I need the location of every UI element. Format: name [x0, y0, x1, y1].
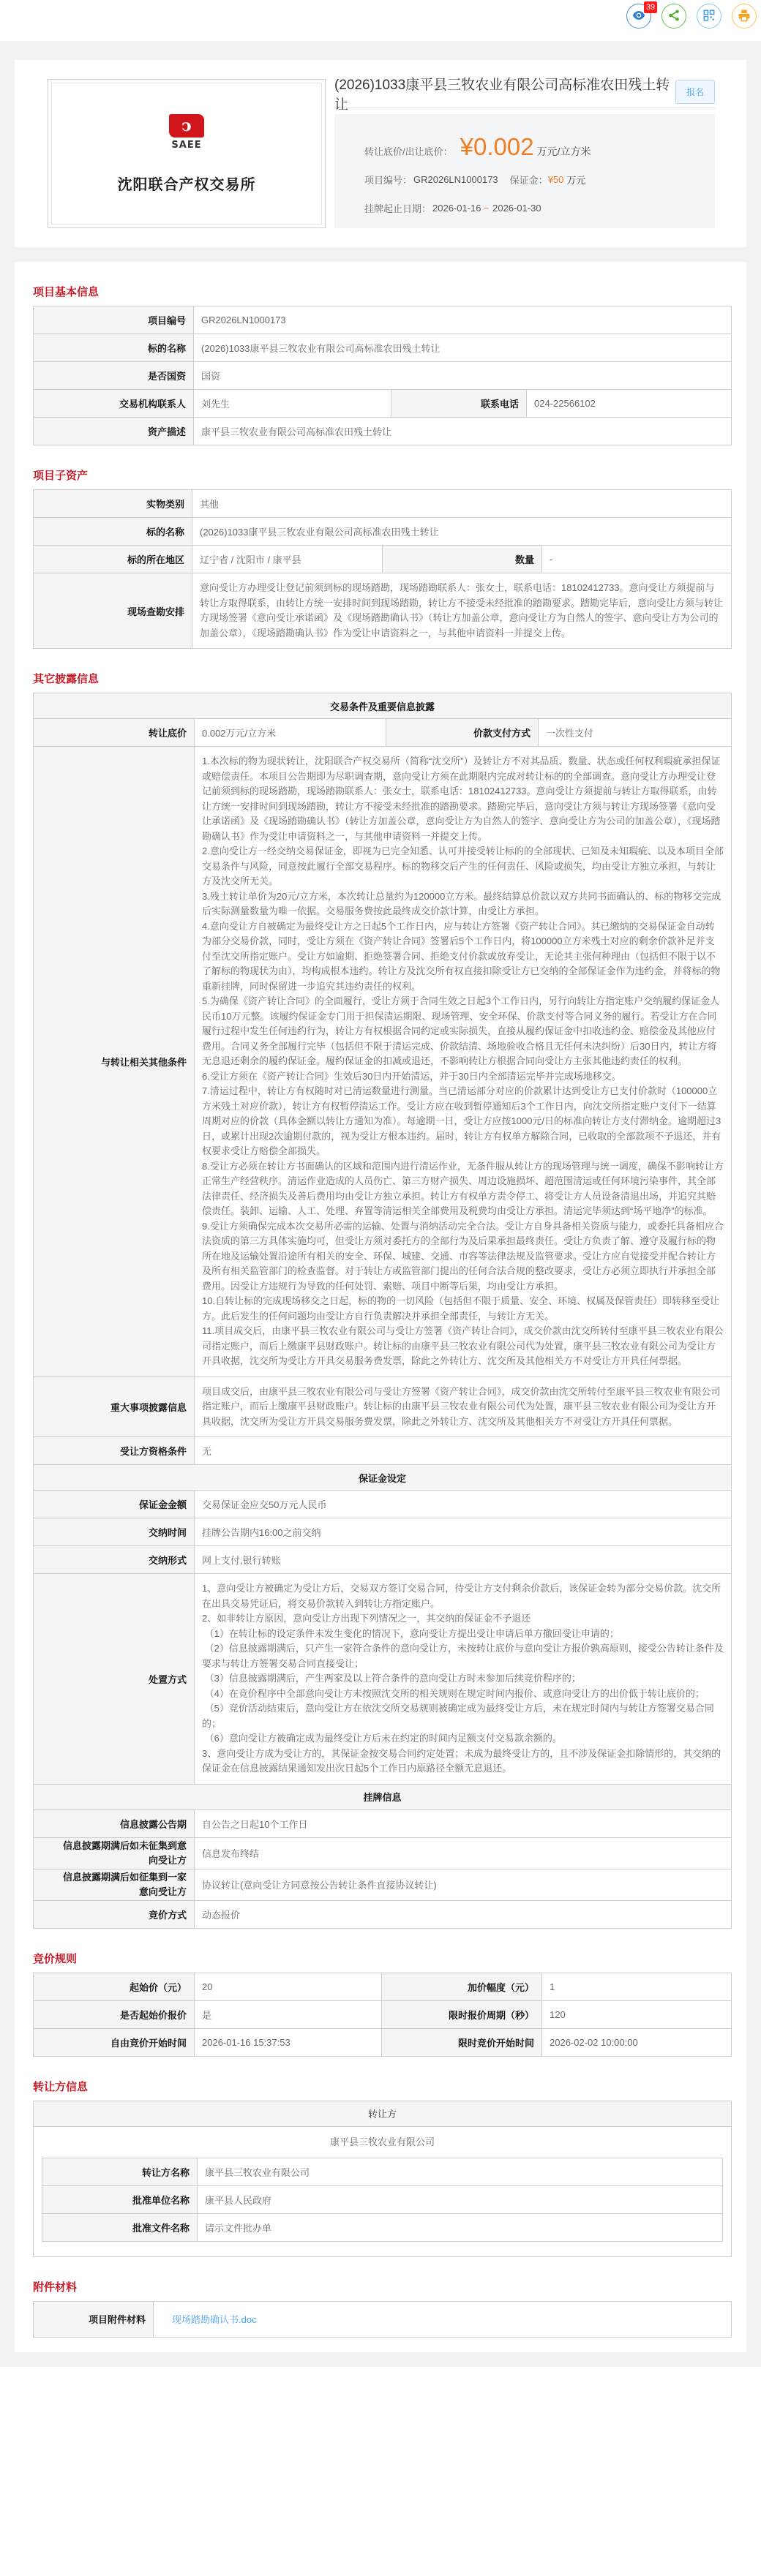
table-row: 项目附件材料 现场踏勘确认书.doc	[34, 2301, 732, 2337]
price-value: ¥0.002	[460, 133, 534, 160]
saee-logo-icon: ↄ	[169, 114, 204, 138]
table-row: 批准单位名称 康平县人民政府	[42, 2185, 723, 2213]
transferor-table	[33, 2101, 732, 2257]
table-row: 与转让相关其他条件 1.本次标的物为现状转让，沈阳联合产权交易所（简称“沈交所”）及转让方不对其品质、数量、状态或任何权利瑕疵承担保证或赔偿责任。本项目公告期即为尽职调查期，意向受让方须在此期限内完成对转让标的的全部调查。意向受让方办理受让登记前须到标的现场踏勘，现场踏勘联系人：张女士，联系电话：18102412733。意向受让方须提前与转让方取得联系，由转让方统一安排时间到现场踏勘，转让方不接受未经批准的踏勘要求。踏勘完毕后，意向受让方须与转让方现场签署《意向受让承诺函》及《现场踏勘确认书》（转让方加盖公章，意向受让方为自然人的签字、意向受让方为公司的加盖公章），《现场踏勘确认书》作为受让申请资料之一，与其他申请资料一并提交上传。 2.意向受让方一经交纳交易保证金，即视为已完全知悉、认可并接受转让标的的全部现状、已知及未知瑕疵、以及本项目全部交易条件与风险，同意按此履行全部交易程序。标的物移交后产生的任何责任、风险或损失，均由受让方独立承担，与转让方及沈交所无关。 3.残土转让单价为20元/立方米，本次转让总量约为120000立方米。最终结算总价款以双方共同书面确认的、标的物移交完成后实际测量数量为唯一依据。交易服务费按此最终成交价款计算，由受让方承担。 4.意向受让方自被确定为最终受让方之日起5个工作日内，应与转让方签署《资产转让合同》。其已缴纳的交易保证金自动转为部分交易价款，同时，受让方须在《资产转让合同》签署后5个工作日内，将100000立方米残土对应的剩余价款补足并支付至沈交所指定账户。受让方如逾期、拒绝签署合同、拒绝支付价款或放弃受让，无论其主张何种理由（包括但不限于以不了解标的物现状为由），均构成根本违约。转让方及沈交所有权直接扣除受让方已交纳的全部保证金作为违约金，并将标的物重新挂牌，同时保留进一步追究其违约责任的权利。 5.为确保《资产转让合同》的全面履行，受让方须于合同生效之日起3个工作日内，另行向转让方指定账户交纳履约保证金人民币10万元整。该履约保证金专门用于担保清运期限、现场管理、安全环保、价款支付等合同义务的履行。若受让方在合同履行过程中发生任何违约行为，转让方有权根据合同约定或实际损失，直接从履约保证金中扣收违约金、赔偿金及其他应付费用。合同义务全部履行完毕（包括但不限于清运完成、价款结清、场地验收合格且无任何未决纠纷）后30日内，转让方将无息退还剩余的履约保证金。履约保证金的扣减或退还，不影响转让方根据合同向受让方主张其他违约责任的权利。 6.受让方须在《资产转让合同》生效后30日内开始清运，并于30日内全部清运完毕并完成场地移交。 7.清运过程中，转让方有权随时对已清运数量进行测量。当已清运部分对应的价款累计达到受让方已支付价款时（100000立方米残土对应价款），转让方有权暂停清运工作。受让方应在收到暂停通知后3个工作日内，向沈交所指定账户支付下一结算周期对应的价款（具体金额以转让方通知为准）。每逾期一日，受让方应按1000元/日的标准向转让方支付滞纳金。逾期超过3日，或累计出现2次逾期付款的，视为受让方根本违约。届时，转让方有权单方解除合同，已收取的全部款项不予退还，并有权要求受让方赔偿全部损失。 8.受让方必须在转让方书面确认的区域和范围内进行清运作业，无条件服从转让方的现场管理与统一调度，确保不影响转让方正常生产经营秩序。清运作业造成的人员伤亡、第三方财产损失、周边设施损坏、超范围清运或任何环境污染事件，其全部法律责任、经济损失及善后费用均由受让方独立承担。转让方有权单方责令停工、将受让方人员设备清退出场，并追究其赔偿责任。装卸、运输、人工、处理、弃置等清运相关全部费用及税费均由受让方承担。清运完毕须达到“场平地净”的标准。 9.受让方须确保完成本次交易所必需的运输、处置与消纳活动完全合法。受让方自身具备相关资质与能力，或委托具备相应合法资质的第三方具体实施均可，但受让方须对委托方的全部行为及后果承担最终责任。受让方负责了解、遵守及履行标的物所在地及运输处置沿途所有相关的安全、环保、城建、交通、市容等法律法规及监管要求。受让方应自觉接受并配合转让方及所有相关监管部门的检查监督。对于转让方或监管部门提出的任何合法合规的整改要求，受让方必须立即执行并承担全部费用。因受让方违规行为导致的任何处罚、索赔、项目中断等后果，均由受让方承担。 10.自转让标的完成现场移交之日起，标的物的一切风险（包括但不限于质量、安全、环境、权属及保管责任）即转移至受让方。此后发生的任何问题均由受让方自行负责解决并承担全部责任，与转让方无关。 11.项目成交后，由康平县三牧农业有限公司与受让方签署《资产转让合同》，成交价款由沈交所转付至康平县三牧农业有限公司指定账户，而后上缴康平县财政账户。转让标的由康平县三牧农业有限公司代为处置，康平县三牧农业有限公司为受让方开具收据，沈交所为受让方开具交易服务费发票，除此之外转让方、沈交所及其他相关方不对受让方开具任何票据。	[34, 747, 732, 1377]
table-row: 信息披露公告期 自公告之日起10个工作日	[34, 1809, 732, 1837]
table-row: 转让方名称 康平县三牧农业有限公司	[42, 2158, 723, 2185]
section-title-attachments: 附件材料	[33, 2281, 78, 2294]
attachment-link[interactable]: 现场踏勘确认书.doc	[172, 2314, 257, 2325]
qrcode-icon	[702, 9, 716, 24]
table-row: 转让底价 0.002万元/立方米 价款支付方式 一次性支付	[34, 719, 732, 747]
table-row: 批准文件名称 请示文件批办单	[42, 2213, 723, 2241]
qrcode-button[interactable]	[697, 4, 721, 29]
print-icon	[738, 9, 751, 24]
basic-info-table	[33, 306, 732, 445]
page-background	[0, 41, 761, 2367]
table-row: 标的名称 (2026)1033康平县三牧农业有限公司高标准农田残土转让	[34, 334, 732, 362]
table-row: 竞价方式 动态报价	[34, 1900, 732, 1928]
project-title-row	[334, 77, 715, 113]
deposit-unit: 万元	[566, 175, 586, 186]
deposit-label: 保证金：	[509, 175, 548, 186]
deposit-settings-header: 保证金设定	[34, 1465, 732, 1491]
transferor-header: 转让方	[34, 2101, 732, 2126]
sub-assets-table	[33, 489, 732, 649]
price-label: 转让底价/出让底价：	[364, 146, 453, 157]
section-title-bid-rules: 竞价规则	[33, 1952, 78, 1965]
table-row: 实物类别 其他	[34, 490, 732, 518]
share-button[interactable]	[661, 4, 686, 29]
transferor-detail-table	[42, 2158, 723, 2242]
table-row: 交纳形式 网上支付,银行转账	[34, 1546, 732, 1574]
table-row: 交纳时间 挂牌公告期内16:00之前交纳	[34, 1518, 732, 1546]
table-row: 标的名称 (2026)1033康平县三牧农业有限公司高标准农田残土转让	[34, 518, 732, 546]
project-no-value: GR2026LN1000173	[413, 174, 498, 185]
detail-card	[15, 262, 746, 2352]
logo-text: SAEE	[171, 139, 202, 151]
price-unit: 万元/立方米	[536, 146, 591, 157]
project-title: (2026)1033康平县三牧农业有限公司高标准农田残土转让	[334, 77, 670, 113]
table-row: 重大事项披露信息 项目成交后，由康平县三牧农业有限公司与受让方签署《资产转让合同》，成交价款由沈交所转付至康平县三牧农业有限公司指定账户，而后上缴康平县财政账户。转让标的由康平县三牧农业有限公司代为处置，康平县三牧农业有限公司为受让方开具收据，沈交所为受让方开具交易服务费发票，除此之外转让方、沈交所及其他相关方不对受让方开具任何票据。	[34, 1376, 732, 1437]
listing-end: 2026-01-30	[492, 203, 541, 214]
listing-separator: ~	[483, 203, 490, 214]
table-row: 交易机构联系人 刘先生 联系电话 024-22566102	[34, 390, 732, 418]
table-row: 信息披露期满后如未征集到意向受让方 信息发布终结	[34, 1837, 732, 1869]
view-count-button[interactable]	[626, 3, 655, 29]
table-row: 自由竞价开始时间 2026-01-16 15:37:53 限时竞价开始时间 2026-02-02 10:00:00	[34, 2028, 732, 2056]
table-row: 标的所在地区 辽宁省 / 沈阳市 / 康平县 数量 -	[34, 546, 732, 573]
disposal-text: 1、意向受让方被确定为受让方后，交易双方签订交易合同，待受让方支付剩余价款后，该保证金转为部分交易价款。沈交所在出具交易凭证后，将交易价款转入到转让方指定账户。 2、如非转让方原因，意向受让方出现下列情况之一，其交纳的保证金不予退还 （1）在转让标的设定条件未发生变化的情况下，意向受让方提出受让申请后单方撤回受让申请的； （2）信息披露期满后，只产生一家符合条件的意向受让方，未按转让底价与意向受让方报价孰高原则，接受公告转让条件及要求与转让方签署交易合同直接受让； （3）信息披露期满后，产生两家及以上符合条件的意向受让方时未参加后续竞价程序的； （4）在竞价程序中全部意向受让方未按照沈交所的相关规则在规定时间内报价、或意向受让方的出价低于转让底价的； （5）竞价活动结束后，意向受让方在依沈交所交易规则被确定成为最终受让方后，未在规定时间内与转让方签署交易合同的； （6）意向受让方被确定成为最终受让方后未在约定的时间内足额支付交易款余额的。 3、意向受让方成为受让方的，其保证金按交易合同约定处置；未成为最终受让方的，且不涉及保证金扣除情形的，其交纳的保证金在信息披露结果通知发出次日起5个工作日内原路径全额无息退还。	[195, 1574, 732, 1785]
attachments-table	[33, 2301, 732, 2338]
listing-start: 2026-01-16	[432, 203, 481, 214]
table-row: 处置方式 1、意向受让方被确定为受让方后，交易双方签订交易合同，待受让方支付剩余价款后，该保证金转为部分交易价款。沈交所在出具交易凭证后，将交易价款转入到转让方指定账户。 2、如非转让方原因，意向受让方出现下列情况之一，其交纳的保证金不予退还 （1）在转让标的设定条件未发生变化的情况下，意向受让方提出受让申请后单方撤回受让申请的； （2）信息披露期满后，只产生一家符合条件的意向受让方，未按转让底价与意向受让方报价孰高原则，接受公告转让条件及要求与转让方签署交易合同直接受让； （3）信息披露期满后，产生两家及以上符合条件的意向受让方时未参加后续竞价程序的； （4）在竞价程序中全部意向受让方未按照沈交所的相关规则在规定时间内报价、或意向受让方的出价低于转让底价的； （5）竞价活动结束后，意向受让方在依沈交所交易规则被确定成为最终受让方后，未在规定时间内与转让方签署交易合同的； （6）意向受让方被确定成为最终受让方后未在约定的时间内足额支付交易款余额的。 3、意向受让方成为受让方的，其保证金按交易合同约定处置；未成为最终受让方的，且不涉及保证金扣除情形的，其交纳的保证金在信息披露结果通知发出次日起5个工作日内原路径全额无息退还。	[34, 1574, 732, 1785]
signup-button[interactable]: 报名	[675, 80, 715, 104]
section-title-other-disclosure: 其它披露信息	[33, 673, 100, 685]
table-row: 保证金金额 交易保证金应交50万元人民币	[34, 1491, 732, 1518]
table-row: 现场查勘安排 意向受让方办理受让登记前须到标的现场踏勘，现场踏勘联系人：张女士，联系电话：18102412733。意向受让方须提前与转让方取得联系，由转让方统一安排时间到现场踏勘，转让方不接受未经批准的踏勘要求。踏勘完毕后，意向受让方须与转让方现场签署《意向受让承诺函》及《现场踏勘确认书》（转让方加盖公章，意向受让方为自然人的签字、意向受让方为公司的加盖公章），《现场踏勘确认书》作为受让申请资料之一，与其他申请资料一并提交上传。	[34, 573, 732, 649]
table-row: 信息披露期满后如征集到一家意向受让方 协议转让(意向受让方同意按公告转让条件直接协议转让)	[34, 1869, 732, 1900]
price-summary	[334, 114, 715, 228]
bid-rules-table	[33, 1973, 732, 2057]
action-icons	[626, 4, 757, 29]
section-title-basic-info: 项目基本信息	[33, 286, 100, 298]
table-row: 是否起始价报价 是 限时报价周期（秒） 120	[34, 2000, 732, 2028]
top-toolbar	[0, 0, 761, 41]
print-button[interactable]	[732, 4, 757, 29]
table-row: 项目编号 GR2026LN1000173	[34, 306, 732, 334]
org-logo-box	[48, 79, 326, 228]
trade-conditions-header: 交易条件及重要信息披露	[34, 693, 732, 719]
table-row: 起始价（元） 20 加价幅度（元） 1	[34, 1973, 732, 2000]
disclosure-table	[33, 693, 732, 1929]
table-row: 资产描述 康平县三牧农业有限公司高标准农田残土转让	[34, 418, 732, 445]
org-name: 沈阳联合产权交易所	[117, 175, 256, 193]
project-no-label: 项目编号：	[364, 175, 413, 186]
table-row: 是否国资 国资	[34, 362, 732, 390]
listing-info-header: 挂牌信息	[34, 1784, 732, 1809]
deposit-value: ¥50	[547, 174, 564, 185]
section-title-sub-assets: 项目子资产	[33, 470, 89, 482]
section-title-transferor: 转让方信息	[33, 2080, 89, 2093]
transferor-company: 康平县三牧农业有限公司	[329, 2136, 435, 2147]
view-count-badge: 39	[644, 1, 657, 13]
conditions-text: 1.本次标的物为现状转让，沈阳联合产权交易所（简称“沈交所”）及转让方不对其品质、数量、状态或任何权利瑕疵承担保证或赔偿责任。本项目公告期即为尽职调查期，意向受让方须在此期限内完成对转让标的的全部调查。意向受让方办理受让登记前须到标的现场踏勘，现场踏勘联系人：张女士，联系电话：18102412733。意向受让方须提前与转让方取得联系，由转让方统一安排时间到现场踏勘，转让方不接受未经批准的踏勘要求。踏勘完毕后，意向受让方须与转让方现场签署《意向受让承诺函》及《现场踏勘确认书》（转让方加盖公章，意向受让方为自然人的签字、意向受让方为公司的加盖公章），《现场踏勘确认书》作为受让申请资料之一，与其他申请资料一并提交上传。 2.意向受让方一经交纳交易保证金，即视为已完全知悉、认可并接受转让标的的全部现状、已知及未知瑕疵、以及本项目全部交易条件与风险，同意按此履行全部交易程序。标的物移交后产生的任何责任、风险或损失，均由受让方独立承担，与转让方及沈交所无关。 3.残土转让单价为20元/立方米，本次转让总量约为120000立方米。最终结算总价款以双方共同书面确认的、标的物移交完成后实际测量数量为唯一依据。交易服务费按此最终成交价款计算，由受让方承担。 4.意向受让方自被确定为最终受让方之日起5个工作日内，应与转让方签署《资产转让合同》。其已缴纳的交易保证金自动转为部分交易价款，同时，受让方须在《资产转让合同》签署后5个工作日内，将100000立方米残土对应的剩余价款补足并支付至沈交所指定账户。受让方如逾期、拒绝签署合同、拒绝支付价款或放弃受让，无论其主张何种理由（包括但不限于以不了解标的物现状为由），均构成根本违约。转让方及沈交所有权直接扣除受让方已交纳的全部保证金作为违约金，并将标的物重新挂牌，同时保留进一步追究其违约责任的权利。 5.为确保《资产转让合同》的全面履行，受让方须于合同生效之日起3个工作日内，另行向转让方指定账户交纳履约保证金人民币10万元整。该履约保证金专门用于担保清运期限、现场管理、安全环保、价款支付等合同义务的履行。若受让方在合同履行过程中发生任何违约行为，转让方有权根据合同约定或实际损失，直接从履约保证金中扣收违约金、赔偿金及其他应付费用。合同义务全部履行完毕（包括但不限于清运完成、价款结清、场地验收合格且无任何未决纠纷）后30日内，转让方将无息退还剩余的履约保证金。履约保证金的扣减或退还，不影响转让方根据合同向受让方主张其他违约责任的权利。 6.受让方须在《资产转让合同》生效后30日内开始清运，并于30日内全部清运完毕并完成场地移交。 7.清运过程中，转让方有权随时对已清运数量进行测量。当已清运部分对应的价款累计达到受让方已支付价款时（100000立方米残土对应价款），转让方有权暂停清运工作。受让方应在收到暂停通知后3个工作日内，向沈交所指定账户支付下一结算周期对应的价款（具体金额以转让方通知为准）。每逾期一日，受让方应按1000元/日的标准向转让方支付滞纳金。逾期超过3日，或累计出现2次逾期付款的，视为受让方根本违约。届时，转让方有权单方解除合同，已收取的全部款项不予退还，并有权要求受让方赔偿全部损失。 8.受让方必须在转让方书面确认的区域和范围内进行清运作业，无条件服从转让方的现场管理与统一调度，确保不影响转让方正常生产经营秩序。清运作业造成的人员伤亡、第三方财产损失、周边设施损坏、超范围清运或任何环境污染事件，其全部法律责任、经济损失及善后费用均由受让方独立承担。转让方有权单方责令停工、将受让方人员设备清退出场，并追究其赔偿责任。装卸、运输、人工、处理、弃置等清运相关全部费用及税费均由受让方承担。清运完毕须达到“场平地净”的标准。 9.受让方须确保完成本次交易所必需的运输、处置与消纳活动完全合法。受让方自身具备相关资质与能力，或委托具备相应合法资质的第三方具体实施均可，但受让方须对委托方的全部行为及后果承担最终责任。受让方负责了解、遵守及履行标的物所在地及运输处置沿途所有相关的安全、环保、城建、交通、市容等法律法规及监管要求。受让方应自觉接受并配合转让方及所有相关监管部门的检查监督。对于转让方或监管部门提出的任何合法合规的整改要求，受让方必须立即执行并承担全部费用。因受让方违规行为导致的任何处罚、索赔、项目中断等后果，均由受让方承担。 10.自转让标的完成现场移交之日起，标的物的一切风险（包括但不限于质量、安全、环境、权属及保管责任）即转移至受让方。此后发生的任何问题均由受让方自行负责解决并承担全部责任，与转让方无关。 11.项目成交后，由康平县三牧农业有限公司与受让方签署《资产转让合同》，成交价款由沈交所转付至康平县三牧农业有限公司指定账户，而后上缴康平县财政账户。转让标的由康平县三牧农业有限公司代为处置，康平县三牧农业有限公司为受让方开具收据，沈交所为受让方开具交易服务费发票，除此之外转让方、沈交所及其他相关方不对受让方开具任何票据。	[195, 747, 732, 1377]
table-row: 受让方资格条件 无	[34, 1437, 732, 1465]
project-header-card	[15, 60, 746, 247]
listing-label: 挂牌起止日期：	[364, 203, 432, 214]
share-icon	[667, 9, 681, 24]
